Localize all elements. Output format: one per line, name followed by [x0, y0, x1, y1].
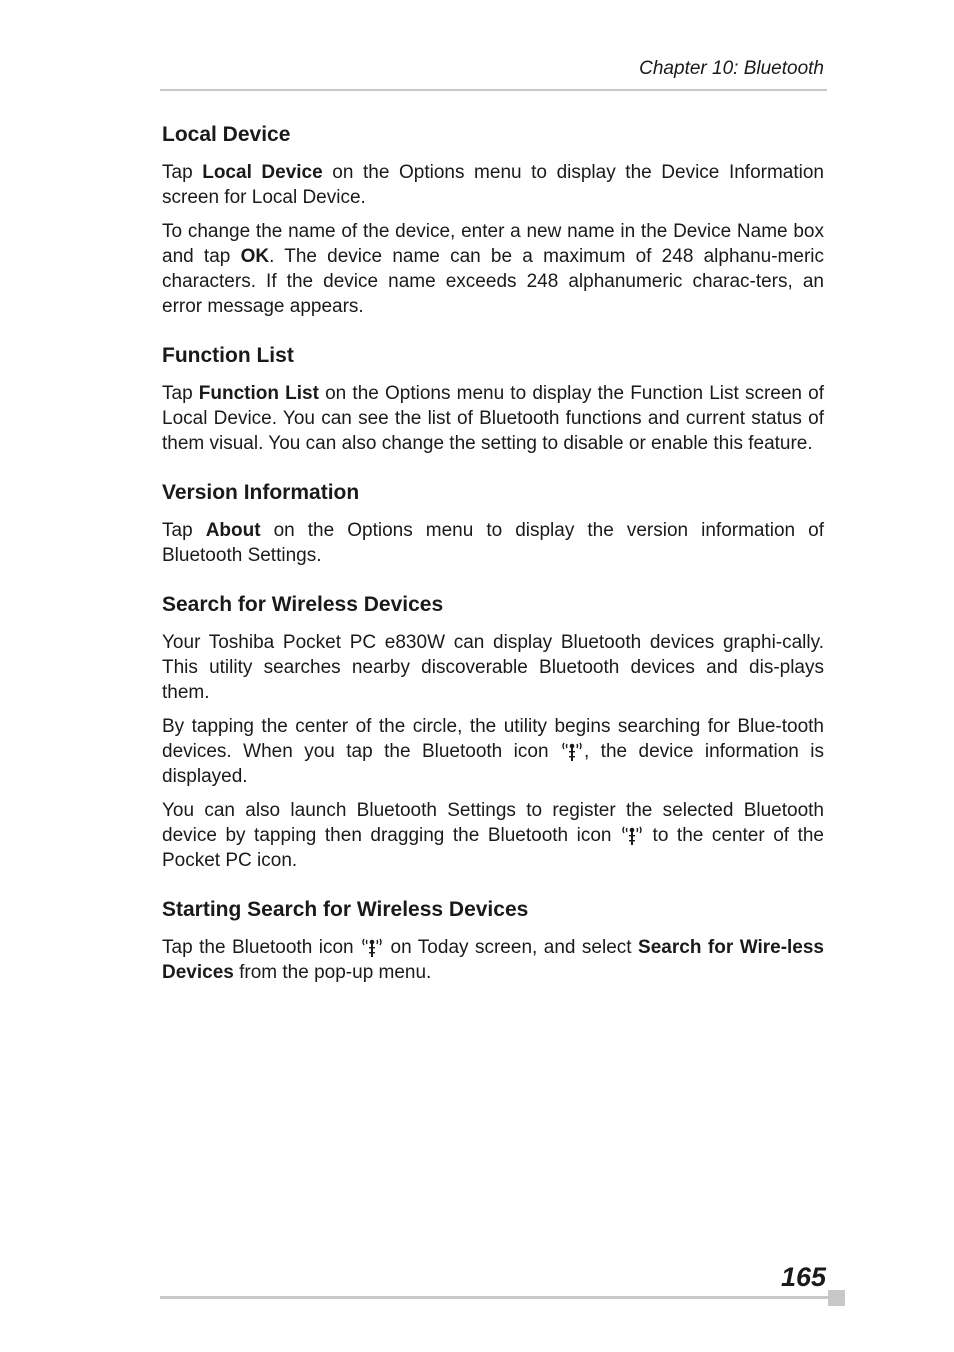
paragraph: Tap Local Device on the Options menu to display the Device Information screen for Local Device. — [162, 162, 825, 208]
running-head: Chapter 10: Bluetooth — [639, 58, 824, 79]
paragraph: By tapping the center of the circle, the utility begins searching for Blue-tooth devices. When you tap the Bluetooth icon , the device information is displayed. — [162, 716, 824, 787]
paragraph: Tap the Bluetooth icon on Today screen, and select Search for Wire-less Devices from the pop-up menu. — [162, 937, 825, 983]
bluetooth-icon — [362, 936, 382, 958]
bluetooth-icon — [622, 824, 642, 846]
section-local-device — [162, 120, 824, 319]
paragraph: Tap Function List on the Options menu to display the Function List screen of Local Device. You can see the list of Bluetooth functions and current status of them visual. You can also change the setting to disable or enable this feature. — [162, 383, 824, 454]
paragraph: To change the name of the device, enter a new name in the Device Name box and tap OK. The device name can be a maximum of 248 alphanu-meric characters. If the device name exceeds 248 alphanumeric charac-ters, an error message appears. — [162, 221, 824, 317]
paragraph: Your Toshiba Pocket PC e830W can display Bluetooth devices graphi-cally. This utility searches nearby discoverable Bluetooth devices and dis-plays them. — [162, 632, 824, 703]
section-heading: Search for Wireless Devices — [162, 593, 444, 616]
section-heading: Version Information — [162, 481, 360, 504]
section-heading: Local Device — [162, 123, 291, 146]
footer-corner-mark — [828, 1290, 845, 1306]
section-version-information — [162, 478, 824, 568]
paragraph: You can also launch Bluetooth Settings to register the selected Bluetooth device by tapping then dragging the Bluetooth icon to the center of the Pocket PC icon. — [162, 800, 824, 871]
section-search-wireless-devices — [162, 590, 824, 873]
footer-rule — [160, 1296, 828, 1299]
page-number: 165 — [780, 1262, 826, 1292]
bluetooth-icon — [562, 740, 582, 762]
section-heading: Starting Search for Wireless Devices — [162, 898, 529, 921]
section-starting-search — [162, 895, 824, 985]
page-content — [162, 120, 824, 1007]
section-heading: Function List — [162, 344, 294, 367]
header-rule — [160, 89, 827, 91]
section-function-list — [162, 341, 824, 456]
paragraph: Tap About on the Options menu to display the version information of Bluetooth Settings. — [162, 520, 825, 566]
